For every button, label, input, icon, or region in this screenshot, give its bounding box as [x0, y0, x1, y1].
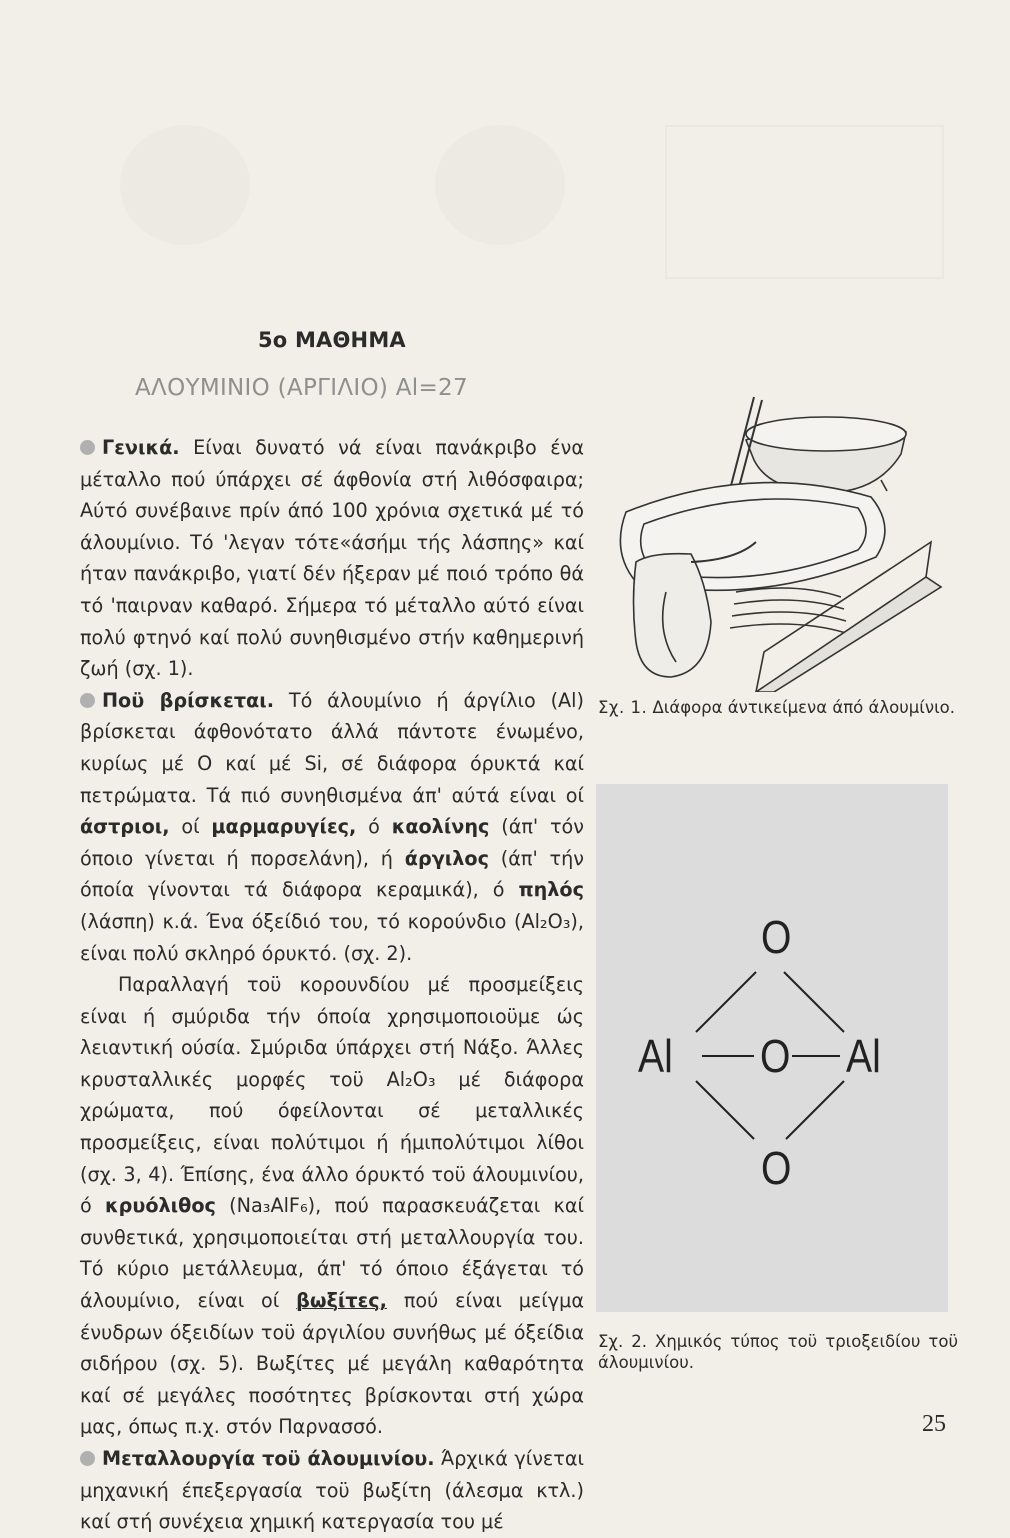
figure1-caption-text: Διάφορα άντικείμενα άπό άλουμίνιο. — [652, 698, 956, 717]
section-heading-metallurgy: Μεταλλουργία τοϋ άλουμινίου. — [102, 1447, 435, 1470]
term-mud: πηλός — [518, 878, 584, 902]
paragraph-text: Είναι δυνατό νά είναι πανάκριβο ένα μέταλλο πού ύπάρχει σέ άφθονία στή λιθόσφαιρα; Αύτό συνέβαινε πρίν άπό 100 χρόνια σχετικά μέ τό άλουμίνιο. Τό 'λεγαν τότε«άσήμι τής λάσπης» καί ήταν πανάκριβο, γιατί δέν ήξεραν μέ ποιό τρόπο θά τό 'παιρναν καθαρό. Σήμερα τό μέταλλο αύτό είναι πολύ φτηνό καί πολύ συνηθισμένο στήν καθημερινή ζωή (σχ. 1). — [80, 436, 585, 681]
figure1-caption-lead: Σχ. 1. — [598, 698, 648, 717]
paragraph-text: (Na₃AlF₆), πού παρασκευάζεται καί συνθετικά, χρησιμοποιείται στή μεταλλουργία του. Τό κύριο μετάλλευμα, άπ' τό όποιο έξάγεται τό άλουμίνιο, είναι οί — [80, 1194, 584, 1313]
show-through-circle-left — [120, 125, 250, 245]
term-clay: άργιλος — [404, 846, 489, 870]
oxygen-bottom-atom: O — [761, 1142, 792, 1194]
page-number: 25 — [922, 1411, 946, 1437]
show-through-circle-right — [435, 125, 565, 245]
coffee-pot — [634, 554, 712, 677]
paragraph-occurrence — [80, 685, 584, 969]
show-through-frame — [665, 125, 944, 279]
paragraph-text: Παραλλαγή τοϋ κορουνδίου μέ προσμείξεις είναι ή σμύριδα τήν όποία χρησιμοποιοϋμε ώς λειαντική ούσία. Σμύριδα ύπάρχει στή Νάξο. Άλλες κρυσταλλικές μορφές τοϋ Al₂O₃ μέ διάφορα χρώματα, πού όφείλονται σέ μεταλλικές προσμείξεις, είναι πολύτιμοι ή ήμιπολύτιμοι λίθοι (σχ. 3, 4). Έπίσης, ένα άλλο όρυκτό τοϋ άλουμινίου, ό — [80, 973, 584, 1218]
chapter-title: ΑΛΟΥΜΙΝΙΟ (ΑΡΓΙΛΙΟ) Al=27 — [135, 375, 468, 401]
oxygen-center-atom: O — [760, 1030, 791, 1082]
paragraph-text: Τό άλουμίνιο ή άργίλιο (Al) βρίσκεται άφθονότατο άλλά πάντοτε ένωμένο, κυρίως μέ O καί μέ Si, σέ διάφορα όρυκτά καί πετρώματα. Τά πιό συνηθισμένα άπ' αύτά είναι οί — [80, 688, 584, 807]
paragraph-text: (άπ' τόν όποιο γίνεται ή πορσελάνη), ή — [80, 815, 584, 870]
plates — [730, 588, 846, 633]
paragraph-metallurgy — [80, 1443, 584, 1538]
paragraph-text: (λάσπη) κ.ά. Ένα όξείδιό του, τό κορούνδιο (Al₂O₃), είναι πολύ σκληρό όρυκτό. (σχ. 2). — [80, 909, 584, 965]
bond-top-right — [784, 972, 844, 1032]
bond-top-left — [696, 972, 756, 1032]
bond-bottom-left — [696, 1081, 754, 1139]
paragraph-text: (άπ' τήν όποία γίνονται τά διάφορα κεραμικά), ό — [80, 846, 584, 902]
aluminium-left-atom: Al — [638, 1030, 673, 1082]
term-cryolite: κρυόλιθος — [105, 1194, 216, 1218]
body-text — [80, 432, 584, 1538]
bullet-icon — [80, 440, 95, 455]
paragraph-text: ό — [368, 815, 380, 839]
bullet-icon — [80, 1451, 95, 1466]
lesson-label: 5ο ΜΑΘΗΜΑ — [258, 328, 406, 352]
figure2-caption: Σχ. 2. Χημικός τύπος τοϋ τριοξειδίου τοϋ άλουμινίου. — [598, 1332, 958, 1372]
oxygen-top-atom: O — [761, 911, 792, 963]
term-bauxites: βωξίτες, — [296, 1289, 387, 1313]
section-heading-general: Γενικά. — [102, 436, 180, 459]
paragraph-general — [80, 432, 584, 685]
aluminium-objects-illustration — [596, 392, 946, 692]
bullet-icon — [80, 693, 95, 708]
paragraph-text: οί — [181, 815, 200, 839]
section-heading-occurrence: Ποϋ βρίσκεται. — [102, 688, 275, 712]
paragraph-text: πού είναι μείγμα ένυδρων όξειδίων τοϋ άργιλίου συνήθως μέ όξείδια σιδήρου (σχ. 5). Βωξίτες μέ μεγάλη καθαρότητα καί σέ μεγάλες ποσότητες βρίσκονται στή χώρα μας, όπως π.χ. στόν Παρνασσό. — [80, 1289, 584, 1439]
aluminium-right-atom: Al — [846, 1030, 881, 1082]
angle-profile — [756, 577, 941, 692]
aluminium-objects-drawing — [596, 392, 946, 692]
term-kaolin: καολίνης — [391, 815, 490, 839]
term-feldspars: άστριοι, — [80, 815, 170, 839]
term-micas: μαρμαρυγίες, — [211, 815, 357, 839]
colander-rim — [746, 417, 906, 451]
bond-bottom-right — [786, 1081, 844, 1139]
figure1-caption — [598, 697, 958, 718]
alumina-formula-diagram — [596, 784, 948, 1312]
paragraph-text: Άρχικά γίνεται μηχανική έπεξεργασία τοϋ βωξίτη (άλεσμα κτλ.) καί στή συνέχεια χημική κατεργασία του μέ — [80, 1447, 584, 1534]
paragraph-emery — [80, 969, 584, 1443]
